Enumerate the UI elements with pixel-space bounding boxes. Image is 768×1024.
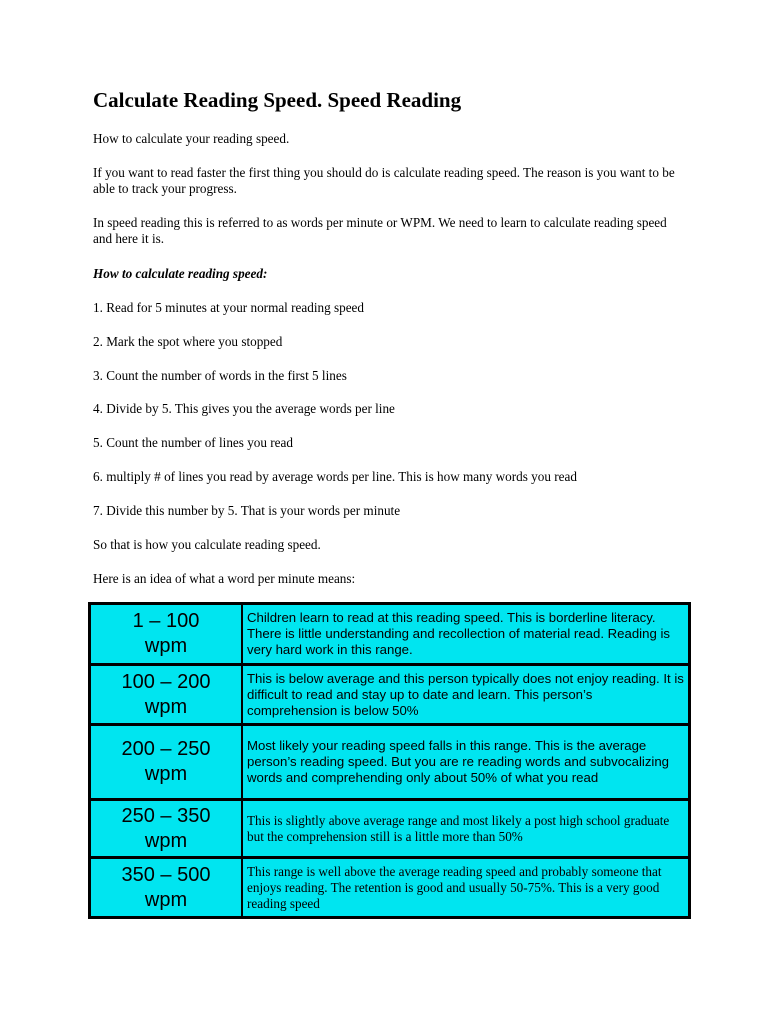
range-cell [90,604,242,664]
closing-paragraph: So that is how you calculate reading speed. [93,537,321,552]
description-cell: This is slightly above average range and most likely a post high school graduate but the comprehension still is a little more than 50% [242,799,689,857]
intro-paragraph: How to calculate your reading speed. [93,131,290,146]
step-item: 7. Divide this number by 5. That is your words per minute [93,503,401,518]
table-row [90,799,689,857]
description-cell: This is below average and this person typically does not enjoy reading. It is difficult to read and stay up to date and learn. This person’s comprehension is below 50% [242,664,689,724]
range-unit: wpm [144,763,188,785]
table-row [90,857,689,917]
range-unit: wpm [144,695,188,718]
description-cell: Most likely your reading speed falls in this range. This is the average person’s reading speed. But you are re reading words and subvocalizing words and comprehending only about 50% of what you read [242,724,689,799]
step-item: 6. multiply # of lines you read by average words per line. This is how many words you read [93,469,577,484]
why-paragraph: If you want to read faster the first thing you should do is calculate reading speed. The reason is you want to be able to track your progress. [93,165,675,196]
page-title: Calculate Reading Speed. Speed Reading [93,88,462,112]
step-item: 3. Count the number of words in the first 5 lines [93,368,347,383]
range-value: 350 – 500 [121,863,211,886]
range-unit: wpm [144,888,188,911]
table-row [90,604,689,664]
table-row [90,724,689,799]
description-cell: Children learn to read at this reading speed. This is borderline literacy. There is little understanding and recollection of material read. Reading is very hard work in this range. [242,604,689,664]
step-item: 2. Mark the spot where you stopped [93,334,283,349]
wpm-table [88,602,691,919]
step-item: 4. Divide by 5. This gives you the average words per line [93,401,395,416]
steps-subheading: How to calculate reading speed: [93,266,268,281]
step-item: 1. Read for 5 minutes at your normal reading speed [93,300,365,315]
range-value: 200 – 250 [121,738,211,760]
range-value: 100 – 200 [121,670,211,693]
range-value: 1 – 100 [132,610,200,632]
range-unit: wpm [144,829,188,852]
step-item: 5. Count the number of lines you read [93,435,293,450]
range-value: 250 – 350 [121,804,211,827]
range-cell [90,799,242,857]
range-cell [90,724,242,799]
range-unit: wpm [144,635,188,657]
range-cell [90,664,242,724]
description-cell: This range is well above the average reading speed and probably someone that enjoys reading. The retention is good and usually 50-75%. This is a very good reading speed [242,857,689,917]
wpm-paragraph: In speed reading this is referred to as words per minute or WPM. We need to learn to calculate reading speed and here it is. [93,215,667,246]
range-cell [90,857,242,917]
table-intro: Here is an idea of what a word per minute means: [93,571,356,586]
table-row [90,664,689,724]
